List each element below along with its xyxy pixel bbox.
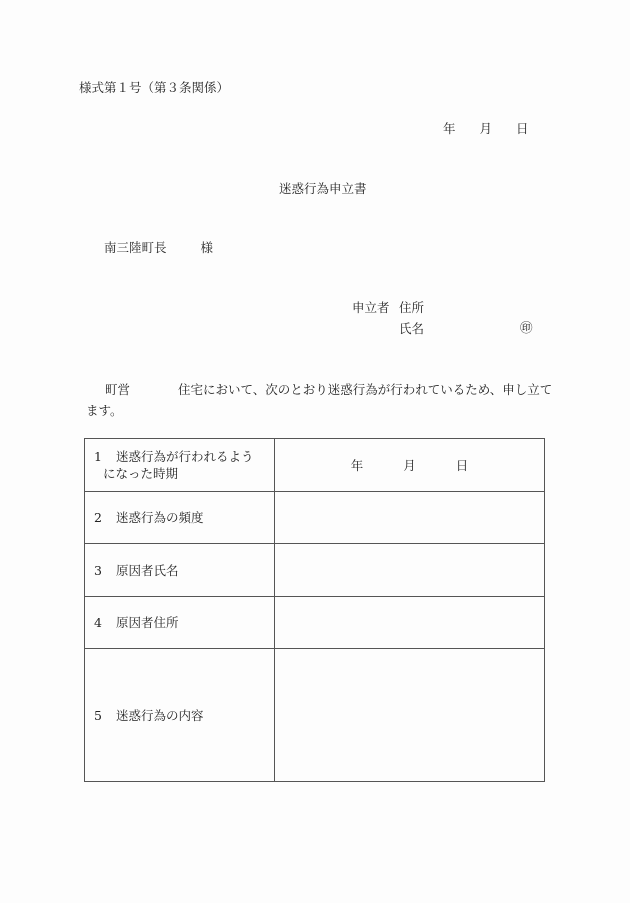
row-label: 4 原因者住所: [85, 597, 275, 649]
date-month: 月: [479, 121, 493, 136]
applicant-name-label: 氏名: [399, 321, 425, 336]
addressee: [104, 240, 213, 256]
table-row: [85, 439, 545, 492]
frequency-field[interactable]: [275, 492, 545, 544]
addressee-name: 南三陸町長: [104, 240, 167, 255]
row-label: 1 迷惑行為が行われるよう になった時期: [85, 439, 275, 492]
row-label: 2 迷惑行為の頻度: [85, 492, 275, 544]
table-row: [85, 544, 545, 597]
statement-prefix: 町営: [105, 382, 131, 397]
table-row: [85, 492, 545, 544]
applicant-label: 申立者: [352, 300, 390, 315]
date-year: 年: [443, 121, 456, 136]
document-title: 迷惑行為申立書: [279, 181, 367, 196]
statement-body: 住宅において、次のとおり迷惑行為が行われているため、申し立てます。: [86, 382, 553, 418]
form-id: 様式第１号（第３条関係）: [79, 80, 230, 95]
row-label: 5 迷惑行為の内容: [85, 649, 275, 782]
row-label: 3 原因者氏名: [85, 544, 275, 597]
table-row: [85, 649, 545, 782]
seal-mark: ㊞: [520, 320, 533, 335]
complaint-table: [84, 438, 545, 782]
submission-date: [443, 121, 529, 137]
addressee-honorific: 様: [200, 240, 214, 255]
start-date-field[interactable]: 年 月 日: [275, 439, 545, 492]
offender-name-field[interactable]: [275, 544, 545, 597]
applicant-address-label: 住所: [399, 300, 425, 315]
date-day: 日: [516, 121, 529, 136]
nuisance-details-field[interactable]: [275, 649, 545, 782]
offender-address-field[interactable]: [275, 597, 545, 649]
statement-text: [86, 379, 556, 421]
table-row: [85, 597, 545, 649]
